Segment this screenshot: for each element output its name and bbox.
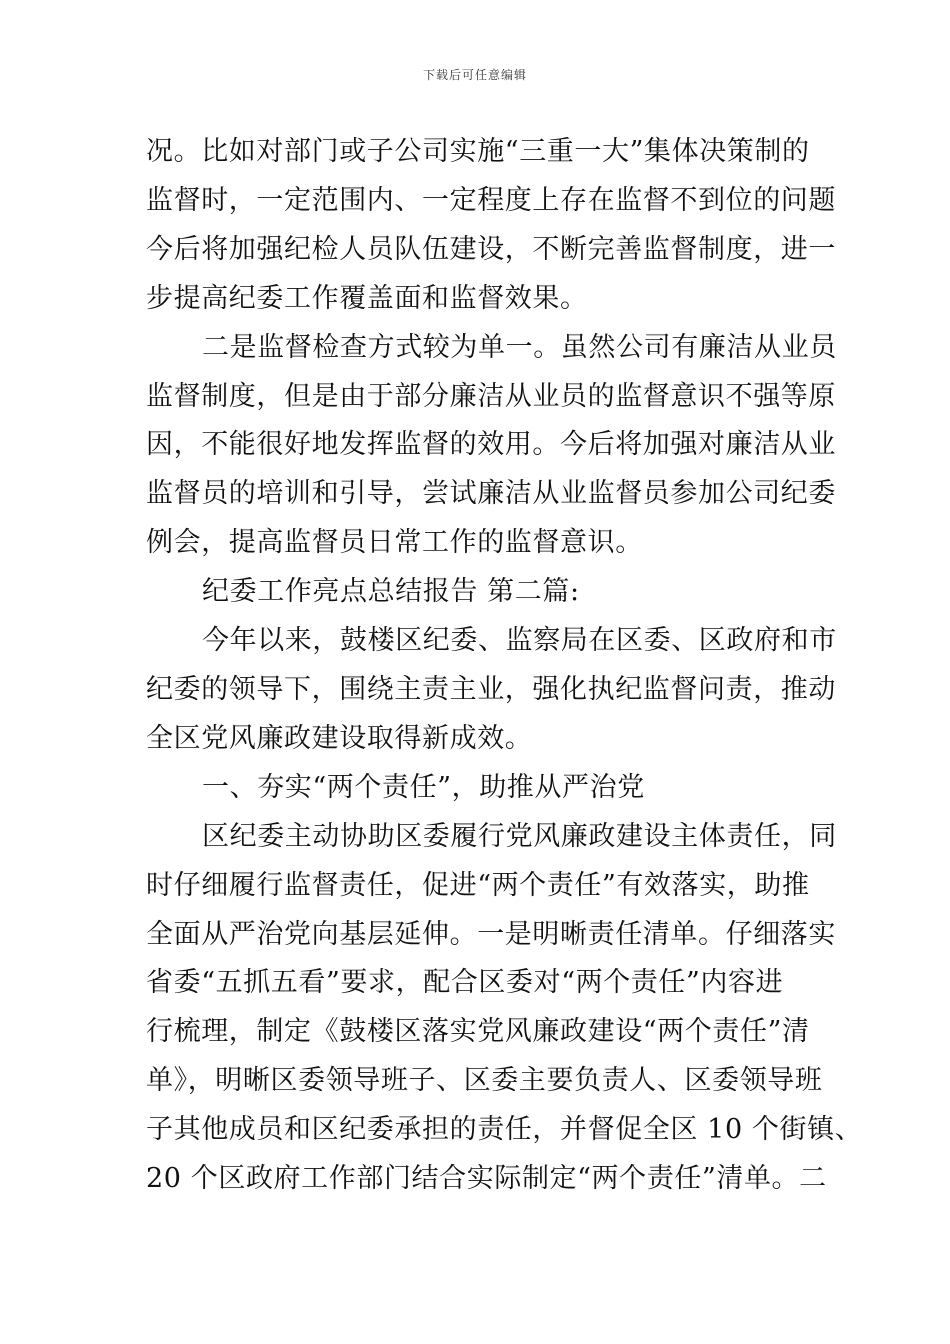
body-text-line: 纪委的领导下，围绕主责主业，强化执纪监督问责，推动 [146,673,836,705]
body-text-line: 例会，提高监督员日常工作的监督意识。 [146,527,643,559]
body-text-line: 行梳理，制定《鼓楼区落实党风廉政建设“两个责任”清 [146,1016,810,1048]
page-header-note: 下载后可任意编辑 [422,68,527,82]
body-text-line: 省委“五抓五看”要求，配合区委对“两个责任”内容进 [146,967,784,999]
body-text-line: 监督时，一定范围内、一定程度上存在监督不到位的问题 [146,184,836,216]
body-text-line: 单》，明晰区委领导班子、区委主要负责人、区委领导班 [146,1065,823,1097]
body-text-line: 况。比如对部门或子公司实施“三重一大”集体决策制的 [146,136,810,167]
body-text-line: 时仔细履行监督责任，促进“两个责任”有效落实，助推 [146,869,810,901]
body-text-line: 二是监督检查方式较为单一。虽然公司有廉洁从业员 [202,331,837,363]
body-text-line: 监督员的培训和引导，尝试廉洁从业监督员参加公司纪委 [146,478,836,510]
body-text-line: 今年以来，鼓楼区纪委、监察局在区委、区政府和市 [202,625,837,657]
document-body [146,128,863,1204]
body-text-line: 20 个区政府工作部门结合实际制定“两个责任”清单。二 [146,1163,827,1195]
body-text-line: 区纪委主动协助区委履行党风廉政建设主体责任，同 [202,820,837,852]
body-text-line: 全区党风廉政建设取得新成效。 [146,722,533,754]
body-text-line: 监督制度，但是由于部分廉洁从业员的监督意识不强等原 [146,380,836,412]
body-text-line: 全面从严治党向基层延伸。一是明晰责任清单。仔细落实 [146,918,836,950]
body-text-line: 今后将加强纪检人员队伍建设，不断完善监督制度，进一 [146,233,836,265]
body-text-line: 一、夯实“两个责任”，助推从严治党 [202,771,645,803]
body-text-line: 步提高纪委工作覆盖面和监督效果。 [146,282,588,314]
body-text-line: 纪委工作亮点总结报告 第二篇: [202,576,580,608]
body-text-line: 因，不能很好地发挥监督的效用。今后将加强对廉洁从业 [146,429,836,461]
body-text-line: 子其他成员和区纪委承担的责任，并督促全区 10 个街镇、 [146,1114,863,1146]
